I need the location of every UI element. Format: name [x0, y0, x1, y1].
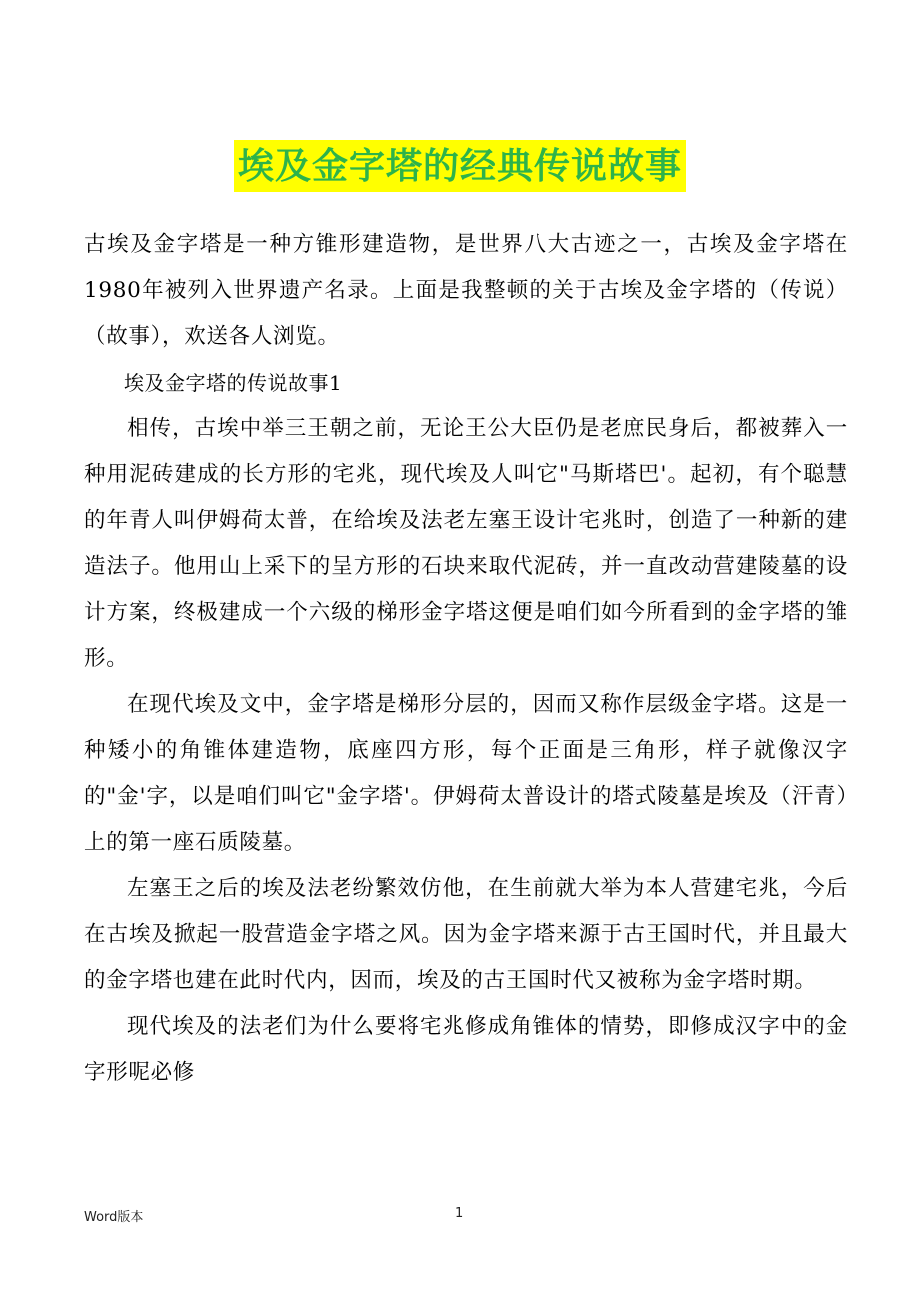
- page-title-container: [0, 140, 920, 192]
- document-body: [84, 222, 848, 1096]
- footer-label: Word版本: [84, 1210, 144, 1225]
- body-paragraph: 左塞王之后的埃及法老纷繁效仿他，在生前就大举为本人营建宅兆，今后在古埃及掀起一股营造金字塔之风。因为金字塔来源于古王国时代，并且最大的金字塔也建在此时代内，因而，埃及的古王国时代又被称为金字塔时期。: [84, 876, 848, 993]
- body-paragraph: 在现代埃及文中，金字塔是梯形分层的，因而又称作层级金字塔。这是一种矮小的角锥体建造物，底座四方形，每个正面是三角形，样子就像汉字的"金'字，以是咱们叫它"金字塔'。伊姆荷太普设计的塔式陵墓是埃及（汗青）上的第一座石质陵墓。: [84, 692, 848, 855]
- body-paragraph: 相传，古埃中举三王朝之前，无论王公大臣仍是老庶民身后，都被葬入一种用泥砖建成的长方形的宅兆，现代埃及人叫它"马斯塔巴'。起初，有个聪慧的年青人叫伊姆荷太普，在给埃及法老左塞王设计宅兆时，创造了一种新的建造法子。他用山上采下的呈方形的石块来取代泥砖，并一直改动营建陵墓的设计方案，终极建成一个六级的梯形金字塔这便是咱们如今所看到的金字塔的雏形。: [84, 416, 848, 671]
- intro-paragraph: 古埃及金字塔是一种方锥形建造物，是世界八大古迹之一，古埃及金字塔在1980年被列入世界遗产名录。上面是我整顿的关于古埃及金字塔的（传说）（故事），欢送各人浏览。: [84, 232, 848, 349]
- body-paragraph: 现代埃及的法老们为什么要将宅兆修成角锥体的情势，即修成汉字中的金字形呢必修: [84, 1014, 848, 1085]
- page-number: 1: [455, 1206, 464, 1221]
- section-heading: 埃及金字塔的传说故事1: [124, 371, 343, 395]
- page-title: 埃及金字塔的经典传说故事: [234, 140, 686, 192]
